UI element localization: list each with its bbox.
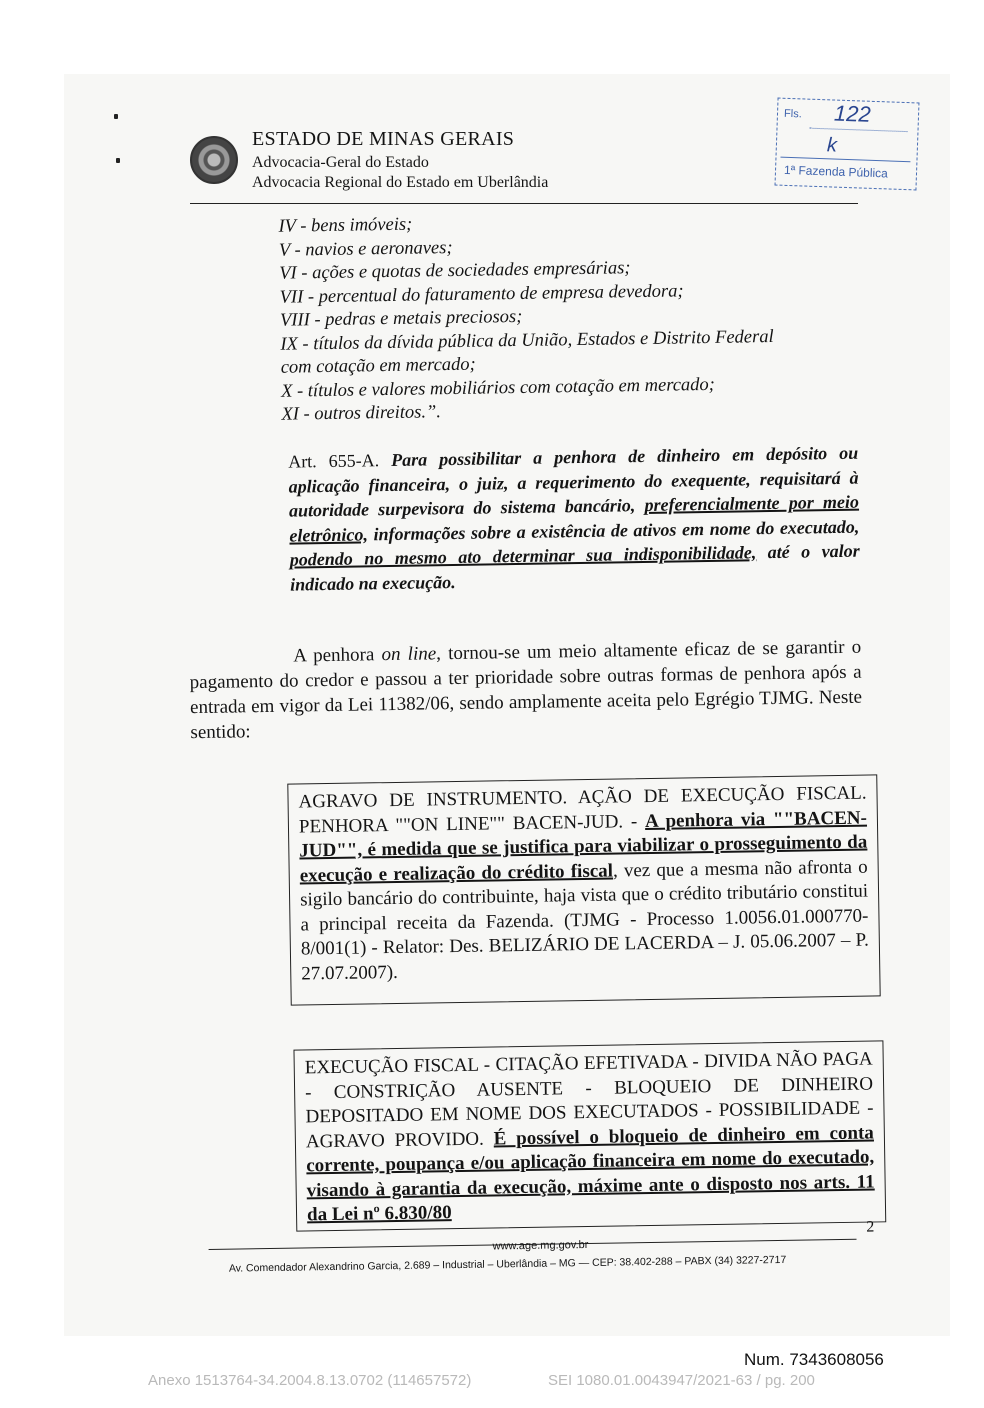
- article-number: Art. 655-A.: [288, 450, 380, 472]
- regional-office: Advocacia Regional do Estado em Uberlândia: [252, 174, 549, 191]
- citation-box: [293, 1040, 886, 1231]
- list-item: XI - outros direitos.”.: [281, 402, 442, 425]
- assets-list: [278, 207, 861, 428]
- annex-reference: Anexo 1513764-34.2004.8.13.0702 (114657572): [148, 1372, 472, 1389]
- stamp-page-number: 122: [833, 100, 872, 127]
- list-item: IX - títulos da dívida pública da União, Estados e Distrito Federal: [280, 326, 774, 355]
- body-paragraph: [189, 635, 862, 746]
- list-item: com cotação em mercado;: [280, 354, 476, 378]
- paragraph-text: , tornou-se um meio altamente eficaz de se garantir o pagamento do credor e passou a ter prioridade sobre outras formas de penhora após a entrada em vigor da Lei 11382/06, sendo amplamente aceita pelo Egrégio TJMG. Neste sentido:: [189, 636, 863, 744]
- citation-box: [287, 774, 880, 1005]
- page-number: 2: [866, 1218, 875, 1236]
- citation-text: AGRAVO DE INSTRUMENTO. AÇÃO DE EXECUÇÃO FISCAL. PENHORA ""ON LINE"" BACEN-JUD. -: [298, 782, 867, 837]
- document-number: Num. 7343608056: [744, 1350, 884, 1369]
- article-655a: [288, 441, 860, 597]
- stamp-fls-label: Fls.: [783, 107, 802, 121]
- stamp-initials: k: [826, 134, 838, 157]
- article-text: Para possibilitar a penhora de dinheiro em depósito ou aplicação financeira, o juiz, a requerimento do exequente, requisitará à autoridade surpevisora do sistema bancário,: [288, 442, 859, 521]
- list-item: V - navios e aeronaves;: [278, 237, 453, 261]
- sei-reference: SEI 1080.01.0043947/2021-63 / pg. 200: [548, 1372, 815, 1389]
- article-text: até o valor indicado na execução.: [289, 540, 860, 595]
- citation-text: EXECUÇÃO FISCAL - CITAÇÃO EFETIVADA - DIVIDA NÃO PAGA - CONSTRIÇÃO AUSENTE - BLOQUEIO DE DINHEIRO DEPOSITADO EM NOME DOS EXECUTADOS - POSSIBILIDADE - AGRAVO PROVIDO.: [304, 1048, 874, 1152]
- citation-highlight: A penhora via ""BACEN-JUD"", é medida que se justifica para viabilizar o prosseguimento da execução e realização do crédito fiscal: [299, 807, 868, 886]
- list-item: IV - bens imóveis;: [278, 214, 413, 237]
- paragraph-text: A penhora: [293, 644, 375, 667]
- list-item: VII - percentual do faturamento de empresa devedora;: [279, 280, 684, 308]
- list-item: VI - ações e quotas de sociedades empresárias;: [279, 258, 631, 284]
- article-underlined: preferencialmente por meio eletrônico,: [289, 491, 860, 546]
- footer-address: Av. Comendador Alexandrino Garcia, 2.689 – Industrial – Uberlândia – MG — CEP: 38.402-288 – PABX (34) 3227-2717: [228, 1253, 787, 1275]
- article-underlined: podendo no mesmo ato determinar sua indisponibilidade,: [289, 542, 757, 570]
- paragraph-italic: on line: [381, 643, 437, 666]
- article-text: informações sobre a existência de ativos em nome do executado,: [367, 516, 860, 544]
- citation-text: , vez que a mesma não afronta o sigilo bancário do contribuinte, haja vista que o crédito tributário constitui a principal receita da Fazenda. (TJMG - Processo 1.0056.01.000770-8/001(1) - Relator: Des. BELIZÁRIO DE LACERDA – J. 05.06.2007 – P. 27.07.2007).: [299, 856, 869, 984]
- agency-name: Advocacia-Geral do Estado: [252, 154, 429, 171]
- list-item: X - títulos e valores mobiliários com cotação em mercado;: [280, 374, 716, 402]
- stamp-court: 1ª Fazenda Pública: [783, 162, 889, 181]
- citation-highlight: É possível o bloqueio de dinheiro em conta corrente, poupança e/ou aplicação financeira em nome do executado, visando à garantia da execução, máxime ante o disposto nos arts. 11 da Lei nº 6.830/80: [306, 1121, 875, 1226]
- footer-website: www.age.mg.gov.br: [492, 1238, 589, 1253]
- list-item: VIII - pedras e metais preciosos;: [279, 306, 523, 331]
- state-name: ESTADO DE MINAS GERAIS: [252, 128, 515, 150]
